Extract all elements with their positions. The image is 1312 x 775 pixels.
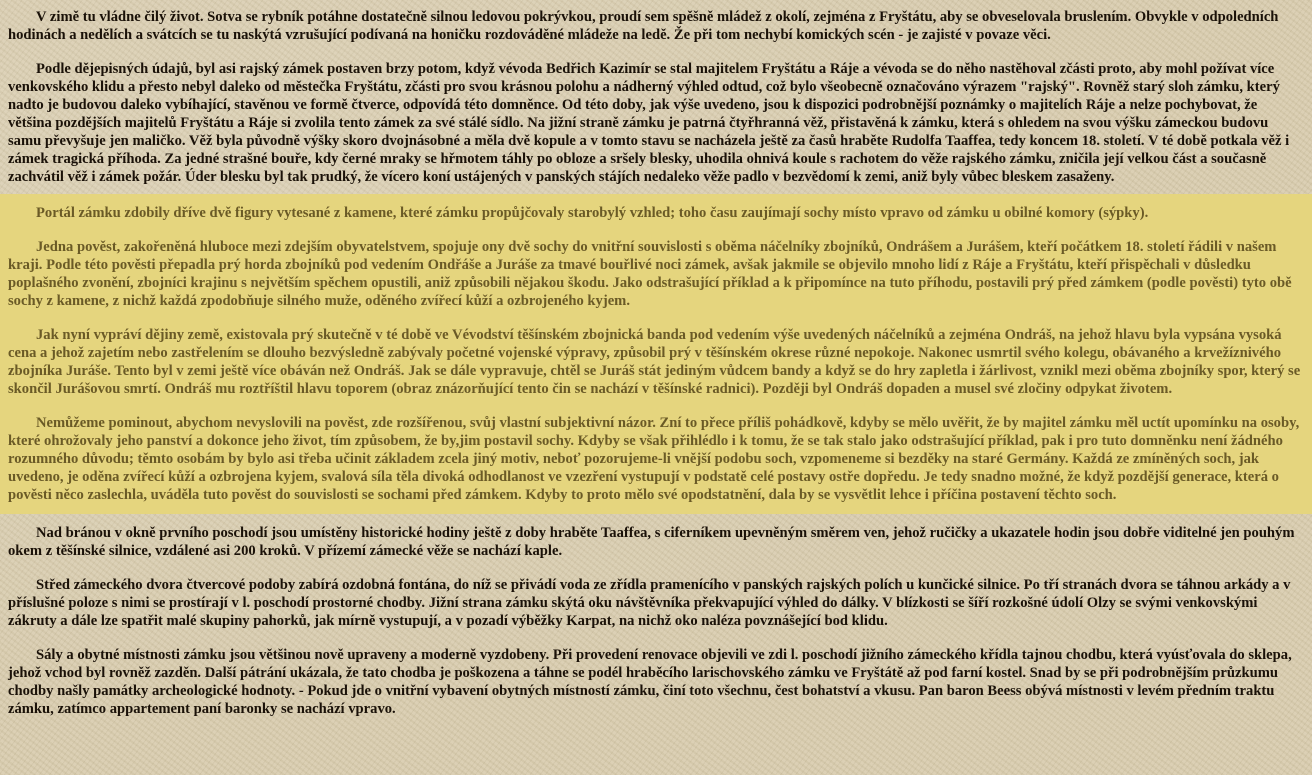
paragraph-winter-pond: V zimě tu vládne čilý život. Sotva se rybník potáhne dostatečně silnou ledovou pokrývkou, proudí sem spěšně mládež z okolí, zejména z Fryštátu, aby se obveselovala bruslením. Obvykle v odpoledních hodinách a nedělích a svátcích se tu naskýtá vzrušující podívaná na honičku rozdováděné mládeže na ledě. Že při tom nechybí komických scén - je zajisté v povaze věci. bbox=[8, 9, 1279, 43]
article-section-top bbox=[0, 0, 1312, 186]
paragraph-castle-history: Podle dějepisných údajů, byl asi rajský zámek postaven brzy potom, když vévoda Bedřich Kazimír se stal majitelem Fryštátu a Ráje a vévoda se do něho nastěhoval zčásti proto, aby mohl požívat více venkovského klidu a přesto nebyl daleko od městečka Fryštátu, zčásti pro svou krásnou polohu a nádherný výhled odtud, což bylo všeobecně označováno výrazem "rajský". Rovněž starý sloh zámku, který nadto je budovou daleko vybíhající, stavěnou ve formě čtverce, odpovídá této domněnce. Od této doby, jak výše uvedeno, jsou k dispozici podrobnější poznámky o majitelích Ráje a nelze pochybovat, že většina pozdějších majitelů Fryštátu a Ráje si zvolila tento zámek za své stálé sídlo. Na jižní straně zámku je patrná čtyřhranná věž, přistavěná k zámku, která s ohledem na svou výšku zámeckou budovu samu převyšuje jen maličko. Věž byla původně výšky skoro dvojnásobné a měla dvě kopule a v tomto stavu se nacházela ještě za časů hraběte Rudolfa Taaffea, tedy koncem 18. století. V té době potkala věž i zámek tragická příhoda. Za jedné strašné bouře, kdy černé mraky se hřmotem táhly po obloze a sršely blesky, uhodila ohnivá koule s rachotem do věže rajského zámku, zničila její velkou část a současně zachvátil věž i zámek požár. Úder blesku byl tak prudký, že vícero koní ustájených v panských stájích nedaleko věže padlo v bezvědomí k zemi, aniž byly vůbec bleskem zasaženy. bbox=[8, 61, 1290, 185]
paragraph-subjective-view: Nemůžeme pominout, abychom nevyslovili na pověst, zde rozšířenou, svůj vlastní subjektivní názor. Zní to přece příliš pohádkově, kdyby se mělo uvěřit, že by majitel zámku měl uctít upomínku na osoby, které ohrožovaly jeho panství a dokonce jeho život, tím způsobem, že by,jim postavil sochy. Kdyby se však přihlédlo i k tomu, že se tak stalo jako odstrašující příklad, pak i pro tuto domněnku není žádného rozumného důvodu; těmto osobám by bylo asi třeba učinit základem zcela jiný motiv, neboť pozorujeme-li vnější podobu soch, vzpomeneme si bezděky na staré Germány. Každá ze zmíněných soch, jak uvedeno, je oděna zvířecí kůží a ozbrojena kyjem, svalová síla těla divoká odhodlanost ve vzezření vystupují v podstatě celé postavy ostře dopředu. Je tedy snadno možné, že když pozdější generace, která o pověsti něco zaslechla, uváděla tuto pověst do souvislosti se sochami před zámkem. Kdyby to proto mělo své opodstatnění, dala by se vysvětlit lehce i příčina postavení těchto soch. bbox=[8, 415, 1300, 503]
highlighted-section bbox=[0, 194, 1312, 514]
paragraph-halls-renovation: Sály a obytné místnosti zámku jsou většinou nově upraveny a moderně vyzdobeny. Při provedení renovace objevili ve zdi l. poschodí jižního zámeckého křídla tajnou chodbu, která vyúsťovala do sklepa, jehož vchod byl rovněž zazděn. Další pátrání ukázala, že tato chodba je poškozena a táhne se podél hraběcího larischovského zámku ve Fryštátě až pod farní kostel. Snad by se při podrobnějším průzkumu chodby našly památky archeologické hodnoty. - Pokud jde o vnitřní vybavení obytných místností zámku, činí toto všechnu, čest bohatství a vkusu. Pan baron Beess obývá místnosti v levém předním traktu zámku, zatímco appartement paní baronky se nachází vpravo. bbox=[8, 647, 1292, 717]
paragraph-legend-statues: Jedna pověst, zakořeněná hluboce mezi zdejším obyvatelstvem, spojuje ony dvě sochy do vnitřní souvislosti s oběma náčelníky zbojníků, Ondrášem a Jurášem, kteří počátkem 18. století řádili v našem kraji. Podle této pověsti přepadla prý horda zbojníků pod vedením Ondřáše a Juráše za tmavé bouřlivé noci zámek, avšak jakmile se objevilo mnoho lidí z Ráje a Fryštátu, kteří přispěchali v důsledku poplašného zvonění, zbojníci krajinu s největším spěchem opustili, aniž způsobili nějakou škodu. Jako odstrašující příklad a k připomínce na tuto příhodu, postavili prý před zámkem (podle pověsti) tyto obě sochy z kamene, z nichž každá zpodobňuje silného muže, oděného zvířecí kůží a ozbrojeného kyjem. bbox=[8, 239, 1292, 309]
article-section-bottom bbox=[0, 514, 1312, 718]
paragraph-historic-clock: Nad bránou v okně prvního poschodí jsou umístěny historické hodiny ještě z doby hraběte Taaffea, s ciferníkem upevněným směrem ven, jehož ručičky a ukazatele hodin jsou dobře viditelné jen pouhým okem z těšínské silnice, vzdálené asi 200 kroků. V přízemí zámecké věže se nachází kaple. bbox=[8, 525, 1295, 559]
paragraph-courtyard-fountain: Střed zámeckého dvora čtvercové podoby zabírá ozdobná fontána, do níž se přivádí voda ze zřídla pramenícího v panských rajských polích u kunčické silnice. Po tří stranách dvora se táhnou arkády a v příslušné poloze s nimi se prostírají v l. poschodí prostorné chodby. Jižní strana zámku skýtá oku návštěvníka překvapující výhled do dálky. V blízkosti se šíří rozkošné údolí Olzy se svými venkovskými zákruty a dále lze spatřit malé skupiny pahorků, jak mírně vystupují, a v pozadí výběžky Karpat, na nichž oko naléza povznášející bod klidu. bbox=[8, 577, 1291, 629]
paragraph-land-history: Jak nyní vypráví dějiny země, existovala prý skutečně v té době ve Vévodství těšínském zbojnická banda pod vedením výše uvedených náčelníků a zejména Ondráš, na jehož hlavu byla vypsána vysoká cena a jehož zajetím nebo zastřelením se dlouho bezvýsledně zabývaly početné vojenské výpravy, způsobil prý v těšínském okrese různé nepokoje. Nakonec usmrtil svého kolegu, obávaného a krvežíznivého zbojníka Juráše. Tento byl v zemi ještě více obáván než Ondráš. Jak se dále vypravuje, chtěl se Juráš stát jediným vůdcem bandy a když se do hry zapletla i žárlivost, vznikl mezi oběma zbojníky spor, který se skončil Jurášovou smrtí. Ondráš mu roztříštil hlavu toporem (obraz znázorňující tento čin se nachází v těšínské radnici). Později byl Ondráš dopaden a musel své zločiny odpykat životem. bbox=[8, 327, 1301, 397]
paragraph-portal-figures: Portál zámku zdobily dříve dvě figury vytesané z kamene, které zámku propůjčovaly starobylý vzhled; toho času zaujímají sochy místo vpravo od zámku u obilné komory (sýpky). bbox=[36, 205, 1149, 221]
